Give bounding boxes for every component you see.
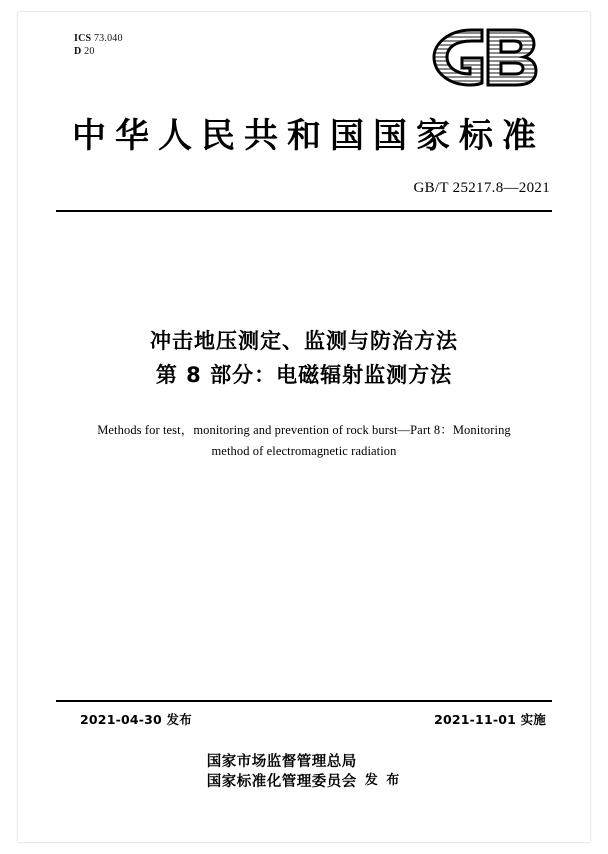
issue-date: 2021-04-30 发布 bbox=[80, 712, 192, 727]
ccs-value: 20 bbox=[84, 46, 95, 57]
gb-logo-icon bbox=[420, 24, 546, 90]
publisher-issue-label: 发 布 bbox=[364, 773, 402, 788]
national-standard-title: 中华人民共和国国家标准 bbox=[72, 116, 545, 156]
ics-value: 73.040 bbox=[93, 33, 123, 44]
divider-bottom bbox=[56, 700, 552, 702]
divider-top bbox=[56, 210, 552, 212]
document-title-chinese bbox=[18, 324, 590, 392]
classification-codes bbox=[74, 32, 123, 58]
title-cn-line-1: 冲击地压测定、监测与防治方法 bbox=[150, 329, 458, 353]
effective-date: 2021-11-01 实施 bbox=[434, 712, 546, 727]
publisher-wrap bbox=[207, 752, 402, 792]
publisher-block bbox=[18, 752, 590, 792]
publisher-line-2: 国家标准化管理委员会 bbox=[206, 774, 357, 790]
publisher-line-1: 国家市场监督管理总局 bbox=[206, 754, 357, 770]
ccs-label: D bbox=[74, 46, 82, 57]
publisher-names bbox=[207, 752, 357, 792]
ics-label: ICS bbox=[74, 33, 92, 44]
document-title-english bbox=[88, 420, 520, 462]
title-en-line-2: method of electromagnetic radiation bbox=[211, 444, 397, 458]
title-cn-line-2: 第 8 部分：电磁辐射监测方法 bbox=[155, 363, 453, 387]
title-en-line-1: Methods for test，monitoring and prevention of rock burst—Part 8：Monitoring bbox=[97, 423, 511, 437]
standard-number: GB/T 25217.8—2021 bbox=[413, 180, 550, 196]
ics-code-line bbox=[74, 32, 123, 45]
cover-sheet bbox=[18, 12, 590, 842]
ccs-code-line bbox=[74, 45, 123, 58]
